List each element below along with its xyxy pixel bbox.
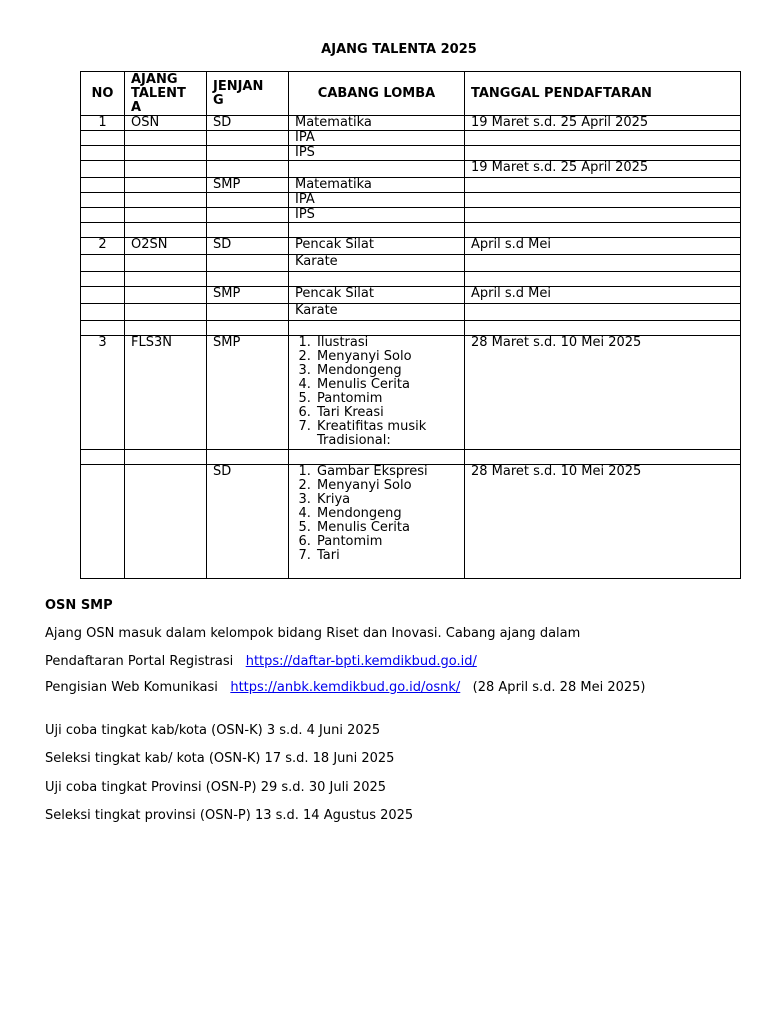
cell-cabang <box>289 336 465 450</box>
cell-cabang <box>289 321 465 336</box>
table-row <box>81 272 741 287</box>
list-item: 7. Tari <box>315 549 458 563</box>
table-row <box>81 450 741 465</box>
cell-no <box>81 287 125 304</box>
cell-jenjang <box>207 272 289 287</box>
cell-ajang <box>125 178 207 193</box>
cell-ajang <box>125 272 207 287</box>
cell-tanggal: April s.d Mei <box>465 287 741 304</box>
list-item: 6. Tari Kreasi <box>315 406 458 420</box>
cell-no <box>81 321 125 336</box>
cell-ajang <box>125 146 207 161</box>
cell-tanggal <box>465 146 741 161</box>
table-row <box>81 336 741 450</box>
cell-jenjang <box>207 161 289 178</box>
intro-text: Ajang OSN masuk dalam kelompok bidang Riset dan Inovasi. Cabang ajang dalam <box>45 626 581 641</box>
schedule-item: Seleksi tingkat kab/ kota (OSN-K) 17 s.d. 18 Juni 2025 <box>45 751 395 766</box>
list-item: 1. Gambar Ekspresi <box>315 465 458 479</box>
cell-no <box>81 304 125 321</box>
table-row <box>81 304 741 321</box>
table-row <box>81 116 741 131</box>
cell-ajang: OSN <box>125 116 207 131</box>
cell-tanggal <box>465 304 741 321</box>
registration-label: Pendaftaran Portal Registrasi <box>45 654 234 669</box>
cell-tanggal: April s.d Mei <box>465 238 741 255</box>
cell-jenjang <box>207 223 289 238</box>
list-item: 5. Pantomim <box>315 392 458 406</box>
list-item: 2. Menyanyi Solo <box>315 479 458 493</box>
schedule-item: Seleksi tingkat provinsi (OSN-P) 13 s.d. 14 Agustus 2025 <box>45 808 414 823</box>
page-title: AJANG TALENTA 2025 <box>321 42 477 57</box>
header-ajang-line: A <box>131 100 142 115</box>
cell-jenjang: SD <box>207 465 289 579</box>
header-jenjang-line: G <box>213 92 224 108</box>
schedule-item: Uji coba tingkat kab/kota (OSN-K) 3 s.d. 4 Juni 2025 <box>45 723 381 738</box>
list-item: 6. Pantomim <box>315 535 458 549</box>
cell-cabang: IPA <box>289 193 465 208</box>
table-row <box>81 131 741 146</box>
list-item: 5. Menulis Cerita <box>315 521 458 535</box>
cell-no: 3 <box>81 336 125 450</box>
fls3n-sd-list <box>295 465 458 563</box>
cell-jenjang <box>207 255 289 272</box>
header-no: NO <box>81 72 125 116</box>
cell-tanggal: 19 Maret s.d. 25 April 2025 <box>465 161 741 178</box>
cell-no <box>81 465 125 579</box>
cell-no <box>81 208 125 223</box>
cell-ajang <box>125 208 207 223</box>
cell-ajang <box>125 223 207 238</box>
cell-jenjang: SMP <box>207 178 289 193</box>
cell-tanggal <box>465 321 741 336</box>
cell-ajang: FLS3N <box>125 336 207 450</box>
list-item: 7. Kreatifitas musik Tradisional: <box>315 420 458 448</box>
cell-tanggal <box>465 131 741 146</box>
cell-ajang <box>125 304 207 321</box>
web-line <box>45 680 735 695</box>
table-row <box>81 255 741 272</box>
cell-jenjang <box>207 208 289 223</box>
cell-jenjang <box>207 146 289 161</box>
registration-link[interactable]: https://daftar-bpti.kemdikbud.go.id/ <box>245 654 477 669</box>
web-link[interactable]: https://anbk.kemdikbud.go.id/osnk/ <box>230 680 461 695</box>
table-header-row <box>81 72 741 116</box>
cell-cabang: Matematika <box>289 178 465 193</box>
cell-no <box>81 178 125 193</box>
registration-line <box>45 654 735 669</box>
cell-tanggal <box>465 272 741 287</box>
list-item: 4. Mendongeng <box>315 507 458 521</box>
cell-tanggal <box>465 178 741 193</box>
table-row <box>81 321 741 336</box>
cell-ajang <box>125 321 207 336</box>
cell-ajang <box>125 161 207 178</box>
cell-jenjang <box>207 304 289 321</box>
cell-jenjang <box>207 193 289 208</box>
cell-no: 1 <box>81 116 125 131</box>
schedule-item: Uji coba tingkat Provinsi (OSN-P) 29 s.d. 30 Juli 2025 <box>45 780 387 795</box>
cell-cabang: Karate <box>289 304 465 321</box>
table-row <box>81 146 741 161</box>
cell-cabang: IPS <box>289 146 465 161</box>
web-label: Pengisian Web Komunikasi <box>45 680 218 695</box>
cell-jenjang: SD <box>207 116 289 131</box>
header-cabang: CABANG LOMBA <box>289 72 465 116</box>
cell-tanggal <box>465 193 741 208</box>
table-row <box>81 223 741 238</box>
cell-ajang: O2SN <box>125 238 207 255</box>
cell-tanggal <box>465 223 741 238</box>
cell-cabang <box>289 465 465 579</box>
talent-table <box>80 71 741 579</box>
cell-ajang <box>125 193 207 208</box>
cell-jenjang: SMP <box>207 336 289 450</box>
cell-ajang <box>125 131 207 146</box>
cell-empty <box>465 450 741 465</box>
list-item: 3. Kriya <box>315 493 458 507</box>
header-jenjang-line: JENJAN <box>213 78 264 94</box>
cell-no <box>81 131 125 146</box>
cell-cabang <box>289 272 465 287</box>
cell-no <box>81 146 125 161</box>
cell-empty <box>207 450 289 465</box>
fls3n-smp-list <box>295 336 458 448</box>
cell-no <box>81 193 125 208</box>
table-row <box>81 465 741 579</box>
header-ajang-line: TALENT <box>131 86 186 101</box>
cell-jenjang <box>207 131 289 146</box>
section-heading: OSN SMP <box>45 598 113 613</box>
cell-cabang: Pencak Silat <box>289 287 465 304</box>
cell-empty <box>125 450 207 465</box>
list-item: 2. Menyanyi Solo <box>315 350 458 364</box>
header-tanggal: TANGGAL PENDAFTARAN <box>465 72 741 116</box>
cell-ajang <box>125 287 207 304</box>
cell-tanggal: 28 Maret s.d. 10 Mei 2025 <box>465 336 741 450</box>
table-row <box>81 161 741 178</box>
cell-cabang: Karate <box>289 255 465 272</box>
cell-tanggal <box>465 255 741 272</box>
cell-no <box>81 272 125 287</box>
table-row <box>81 208 741 223</box>
cell-tanggal: 28 Maret s.d. 10 Mei 2025 <box>465 465 741 579</box>
web-dates: (28 April s.d. 28 Mei 2025) <box>472 680 646 695</box>
table-row <box>81 193 741 208</box>
table-row <box>81 238 741 255</box>
header-ajang-line: AJANG <box>131 72 178 87</box>
header-jenjang <box>207 72 289 116</box>
cell-no <box>81 255 125 272</box>
cell-ajang <box>125 255 207 272</box>
cell-cabang: IPS <box>289 208 465 223</box>
list-item: 1. Ilustrasi <box>315 336 458 350</box>
cell-cabang <box>289 161 465 178</box>
cell-cabang: Pencak Silat <box>289 238 465 255</box>
cell-tanggal <box>465 208 741 223</box>
cell-empty <box>81 450 125 465</box>
cell-ajang <box>125 465 207 579</box>
cell-jenjang <box>207 321 289 336</box>
cell-jenjang: SD <box>207 238 289 255</box>
cell-no <box>81 223 125 238</box>
cell-no <box>81 161 125 178</box>
header-ajang <box>125 72 207 116</box>
cell-empty <box>289 450 465 465</box>
cell-cabang: Matematika <box>289 116 465 131</box>
table-row <box>81 178 741 193</box>
cell-jenjang: SMP <box>207 287 289 304</box>
cell-no: 2 <box>81 238 125 255</box>
cell-tanggal: 19 Maret s.d. 25 April 2025 <box>465 116 741 131</box>
cell-cabang: IPA <box>289 131 465 146</box>
cell-cabang <box>289 223 465 238</box>
list-item: 4. Menulis Cerita <box>315 378 458 392</box>
table-row <box>81 287 741 304</box>
list-item: 3. Mendongeng <box>315 364 458 378</box>
